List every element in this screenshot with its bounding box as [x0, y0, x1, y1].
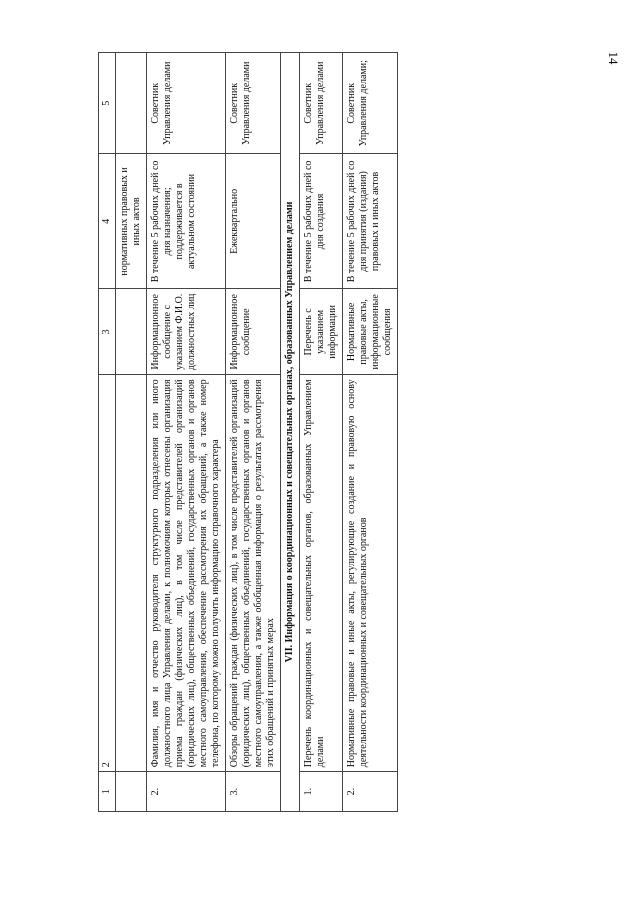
- header-col-5: 5: [99, 53, 116, 155]
- row-form: Информационное сообщение: [226, 289, 281, 375]
- row-number: 3.: [226, 772, 281, 812]
- rotated-content: [98, 52, 568, 812]
- page-number: 14: [606, 51, 621, 65]
- row-term: В течение 5 рабочих дней со дня создания: [300, 154, 343, 289]
- header-col-1: 1: [99, 772, 116, 812]
- row-number: 2.: [147, 772, 226, 812]
- row-description: Фамилия, имя и отчество руководителя структурного подразделения или иного должностного лица Управления делами, к полномочиям которых отнесены организация приема граждан (физических лиц), в том числе представителей организаций (юридических лиц), общественных объединений, государственных органов и органов местного самоуправления, обеспечение рассмотрения их обращений, а также номер телефона, по которому можно получить информацию справочного характера: [147, 375, 226, 772]
- section-heading-row: [281, 53, 300, 812]
- table-row: [343, 53, 398, 812]
- header-col-4: 4: [99, 154, 116, 289]
- row-number: 1.: [300, 772, 343, 812]
- row-number: 2.: [343, 772, 398, 812]
- row-form: Информационное сообщение с указанием Ф.И.О. должностных лиц: [147, 289, 226, 375]
- table-row: [226, 53, 281, 812]
- disclosure-table: [98, 52, 398, 812]
- continuation-row: [116, 53, 147, 812]
- row-term: В течение 5 рабочих дней со дня принятия (издания) правовых и иных актов: [343, 154, 398, 289]
- row-term: Ежеквартально: [226, 154, 281, 289]
- section-title: VII. Информация о координационных и совещательных органах, образованных Управлением делами: [281, 53, 300, 812]
- header-row: [99, 53, 116, 812]
- row-description: Нормативные правовые и иные акты, регулирующие создание и правовую основу деятельности координационных и совещательных органов: [343, 375, 398, 772]
- row-form: Нормативные правовые акты, информационные сообщения: [343, 289, 398, 375]
- header-col-3: 3: [99, 289, 116, 375]
- row-description: Обзоры обращений граждан (физических лиц), в том числе представителей организаций (юридических лиц), общественных объединений, государственных органов и органов местного самоуправления, а также обобщенная информация о результатах рассмотрения этих обращений и принятых мерах: [226, 375, 281, 772]
- table-row: [147, 53, 226, 812]
- row-form: Перечень с указанием информации: [300, 289, 343, 375]
- rotated-sheet: [98, 52, 568, 812]
- row-term: В течение 5 рабочих дней со дня назначения; поддерживается в актуальном состоянии: [147, 154, 226, 289]
- table-row: [300, 53, 343, 812]
- continuation-term: нормативных правовых и иных актов: [116, 154, 147, 289]
- row-responsible: Советник Управления делами;: [343, 53, 398, 155]
- row-responsible: Советник Управления делами: [226, 53, 281, 155]
- row-responsible: Советник Управления делами: [147, 53, 226, 155]
- row-description: Перечень координационных и совещательных органов, образованных Управлением делами: [300, 375, 343, 772]
- header-col-2: 2: [99, 375, 116, 772]
- row-responsible: Советник Управления делами: [300, 53, 343, 155]
